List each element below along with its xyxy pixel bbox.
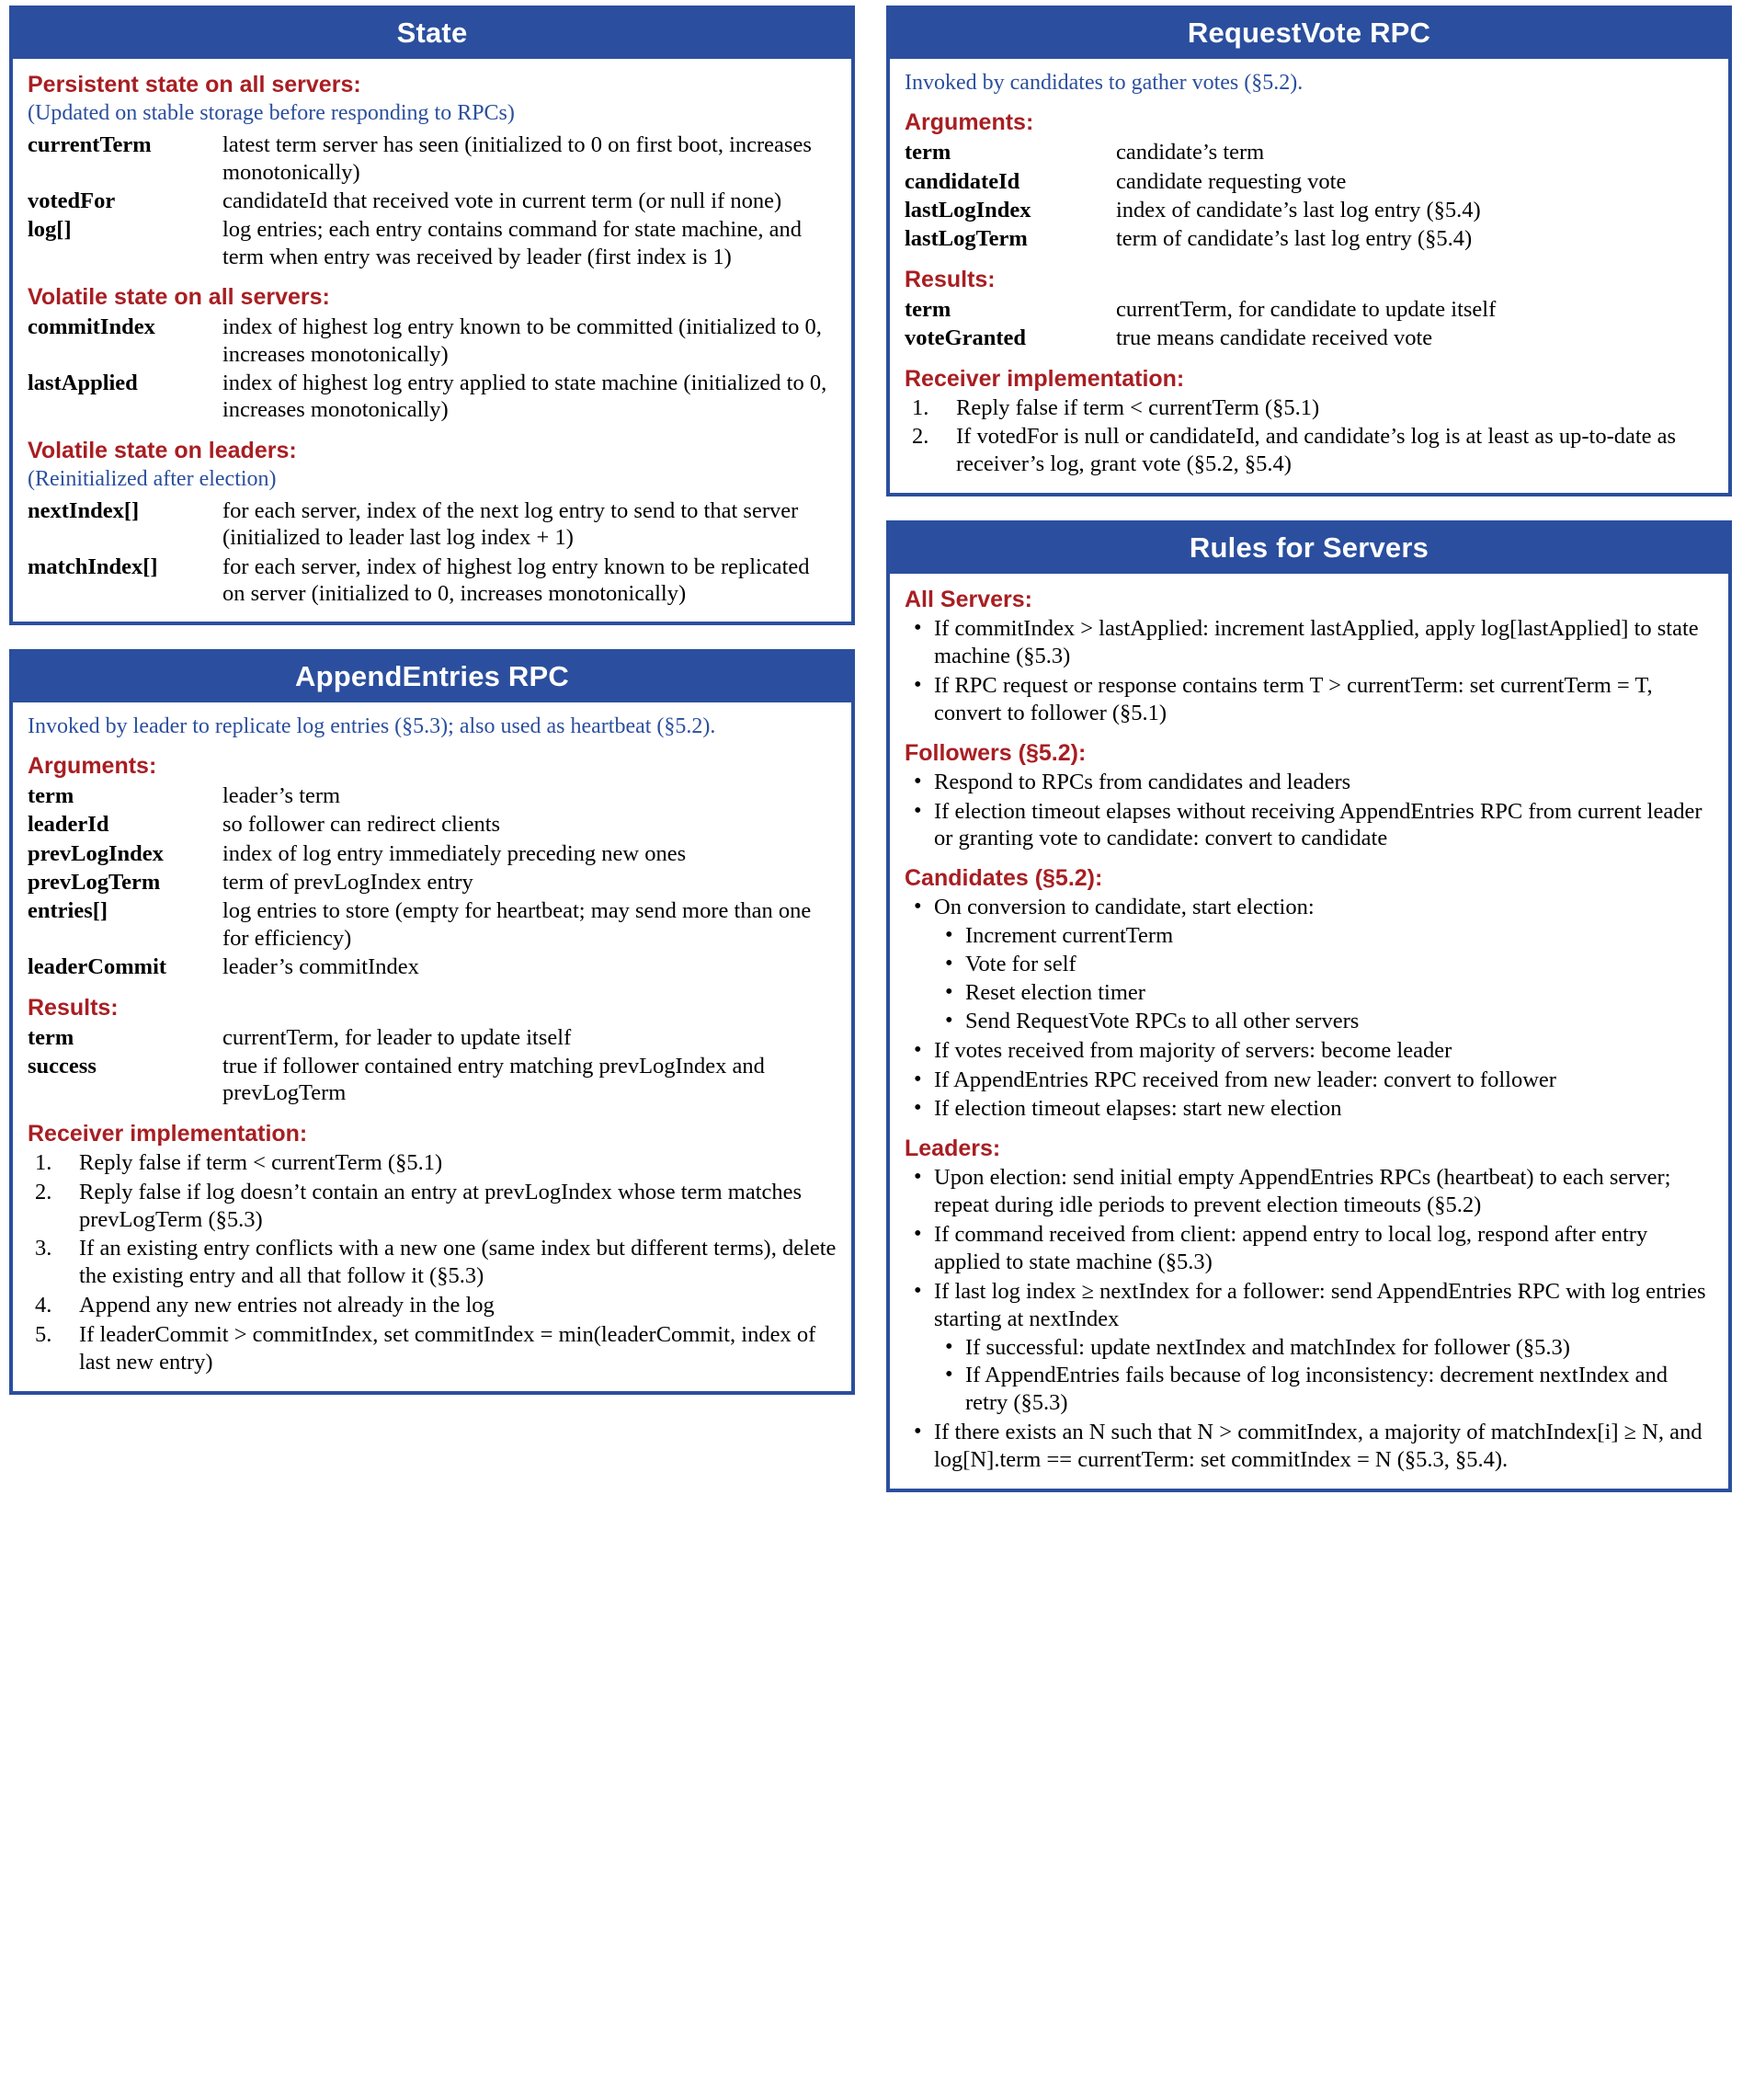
table-row (28, 896, 837, 953)
list-item (905, 1278, 1714, 1417)
table-row (28, 187, 837, 215)
state-persistent-table (28, 131, 837, 271)
append-entries-invoked: Invoked by leader to replicate log entries (§5.3); also used as heartbeat (§5.2). (28, 713, 716, 738)
term-desc: currentTerm, for leader to update itself (222, 1024, 572, 1050)
panel-state-title: State (13, 9, 851, 59)
append-entries-arguments-table (28, 782, 837, 982)
append-entries-results-head: Results: (28, 994, 119, 1021)
term-desc: latest term server has seen (initialized to 0 on first boot, increases monotonically) (222, 132, 812, 185)
rules-candidates-list (905, 894, 1714, 1123)
term-label: entries[] (28, 898, 108, 924)
panel-rules-title: Rules for Servers (890, 524, 1728, 574)
panel-request-vote-title: RequestVote RPC (890, 9, 1728, 59)
table-row (28, 131, 837, 187)
list-item: • If election timeout elapses without receiving AppendEntries RPC from current leader or granting vote to candidate: convert to candidate (905, 798, 1714, 853)
state-volatile-all-table (28, 313, 837, 425)
request-vote-arguments-head: Arguments: (905, 109, 1034, 136)
term-desc: index of highest log entry applied to state machine (initialized to 0, increases monotonically) (222, 371, 827, 423)
table-row (28, 313, 837, 369)
list-item: Reply false if term < currentTerm (§5.1) (956, 394, 1320, 420)
append-entries-receiver-list (28, 1149, 837, 1376)
list-item: • Send RequestVote RPCs to all other servers (934, 1008, 1714, 1035)
table-row (28, 369, 837, 425)
term-desc: term of prevLogIndex entry (222, 870, 473, 896)
term-label: matchIndex[] (28, 554, 158, 579)
table-row (28, 782, 837, 810)
list-item: Reply false if term < currentTerm (§5.1) (79, 1149, 443, 1175)
state-volatile-all-head: Volatile state on all servers: (28, 284, 330, 311)
term-label: success (28, 1054, 97, 1079)
list-item: • If RPC request or response contains term T > currentTerm: set currentTerm = T, convert to follower (§5.1) (905, 672, 1714, 727)
term-label: lastLogIndex (905, 198, 1031, 223)
term-desc: leader’s term (222, 782, 341, 808)
list-item-text: On conversion to candidate, start election: (934, 895, 1315, 920)
table-row (28, 553, 837, 609)
panel-append-entries-body (13, 702, 851, 1391)
term-desc: true if follower contained entry matching prevLogIndex and prevLogTerm (222, 1054, 765, 1106)
rules-leaders-list (905, 1164, 1714, 1474)
request-vote-results-head: Results: (905, 266, 996, 292)
list-item: • If successful: update nextIndex and matchIndex for follower (§5.3) (934, 1334, 1714, 1362)
term-label: voteGranted (905, 325, 1026, 351)
table-row (905, 167, 1714, 196)
list-item: If votedFor is null or candidateId, and candidate’s log is at least as up-to-date as receiver’s log, grant vote (§5.2, §5.4) (956, 424, 1677, 477)
state-persistent-head: Persistent state on all servers: (28, 72, 361, 97)
list-item: • Reset election timer (934, 979, 1714, 1007)
term-desc: candidate’s term (1116, 140, 1265, 165)
list-item: • Increment currentTerm (934, 922, 1714, 950)
right-column (886, 6, 1732, 2094)
rules-candidates-head: Candidates (§5.2): (905, 865, 1103, 892)
rules-leaders-head: Leaders: (905, 1136, 1001, 1162)
left-column (9, 6, 855, 2094)
term-desc: true means candidate received vote (1116, 325, 1433, 351)
term-label: term (28, 782, 74, 808)
state-volatile-leaders-note: (Reinitialized after election) (28, 466, 277, 491)
term-desc: log entries to store (empty for heartbeat; may send more than one for efficiency) (222, 898, 812, 951)
table-row (28, 215, 837, 271)
term-desc: for each server, index of the next log entry to send to that server (initialized to leader last log index + 1) (222, 498, 799, 551)
term-desc: currentTerm, for candidate to update itself (1116, 296, 1497, 322)
state-persistent-note: (Updated on stable storage before responding to RPCs) (28, 101, 515, 125)
term-label: votedFor (28, 188, 116, 214)
request-vote-receiver-list (905, 394, 1714, 479)
table-row (28, 1023, 837, 1052)
term-label: nextIndex[] (28, 498, 140, 524)
list-item: • Upon election: send initial empty AppendEntries RPCs (heartbeat) to each server; repeat during idle periods to prevent election timeouts (§5.2) (905, 1164, 1714, 1219)
list-item-text: If last log index ≥ nextIndex for a follower: send AppendEntries RPC with log entries starting at nextIndex (934, 1278, 1706, 1331)
term-label: leaderCommit (28, 954, 167, 980)
panel-state-body (13, 59, 851, 622)
list-item (905, 894, 1714, 1034)
request-vote-receiver-head: Receiver implementation: (905, 365, 1185, 392)
list-item: Append any new entries not already in the log (79, 1293, 495, 1318)
panel-rules-body (890, 574, 1728, 1489)
term-label: term (905, 140, 951, 165)
table-row (905, 224, 1714, 253)
rules-all-servers-list (905, 615, 1714, 727)
list-item: • If command received from client: append entry to local log, respond after entry applied to state machine (§5.3) (905, 1221, 1714, 1276)
append-entries-receiver-head: Receiver implementation: (28, 1120, 308, 1147)
table-row (28, 810, 837, 839)
list-item: Reply false if log doesn’t contain an entry at prevLogIndex whose term matches prevLogTerm (§5.3) (79, 1179, 803, 1232)
panel-append-entries (9, 649, 855, 1395)
table-row (28, 839, 837, 868)
list-item: • If votes received from majority of servers: become leader (905, 1037, 1714, 1065)
rules-followers-head: Followers (§5.2): (905, 739, 1087, 766)
term-desc: for each server, index of highest log entry known to be replicated on server (initialized to 0, increases monotonically) (222, 554, 810, 607)
append-entries-arguments-head: Arguments: (28, 752, 157, 779)
term-label: leaderId (28, 812, 109, 838)
term-desc: index of candidate’s last log entry (§5.4) (1116, 198, 1481, 223)
request-vote-results-table (905, 295, 1714, 353)
term-label: commitIndex (28, 314, 155, 340)
list-item: If an existing entry conflicts with a new one (same index but different terms), delete the existing entry and all that follow it (§5.3) (79, 1236, 837, 1289)
table-row (905, 138, 1714, 166)
rules-followers-list (905, 769, 1714, 853)
table-row (28, 496, 837, 553)
panel-rules-for-servers (886, 520, 1732, 1492)
term-desc: log entries; each entry contains command for state machine, and term when entry was received by leader (first index is 1) (222, 217, 802, 269)
term-label: term (28, 1024, 74, 1050)
term-label: candidateId (905, 168, 1020, 194)
panel-request-vote-body (890, 59, 1728, 493)
rules-leaders-sublist (934, 1334, 1714, 1418)
term-label: lastApplied (28, 371, 138, 395)
term-label: currentTerm (28, 132, 152, 158)
term-desc: term of candidate’s last log entry (§5.4) (1116, 226, 1473, 252)
term-desc: candidate requesting vote (1116, 168, 1347, 194)
list-item: • If there exists an N such that N > commitIndex, a majority of matchIndex[i] ≥ N, and log[N].term == currentTerm: set commitIndex = N (§5.3, §5.4). (905, 1419, 1714, 1474)
panel-append-entries-title: AppendEntries RPC (13, 653, 851, 702)
term-desc: leader’s commitIndex (222, 954, 419, 980)
term-label: prevLogTerm (28, 870, 161, 896)
term-desc: index of log entry immediately preceding new ones (222, 840, 687, 866)
list-item: • If commitIndex > lastApplied: increment lastApplied, apply log[lastApplied] to state machine (§5.3) (905, 615, 1714, 670)
table-row (28, 1052, 837, 1108)
term-desc: index of highest log entry known to be committed (initialized to 0, increases monotonically) (222, 314, 822, 367)
list-item: • If AppendEntries RPC received from new leader: convert to follower (905, 1067, 1714, 1094)
table-row (28, 868, 837, 896)
table-row (905, 196, 1714, 224)
request-vote-arguments-table (905, 138, 1714, 254)
term-label: prevLogIndex (28, 840, 164, 866)
rules-candidates-sublist (934, 922, 1714, 1035)
request-vote-invoked: Invoked by candidates to gather votes (§5.2). (905, 71, 1304, 95)
term-label: lastLogTerm (905, 226, 1028, 252)
table-row (905, 324, 1714, 352)
term-label: log[] (28, 217, 72, 243)
state-volatile-leaders-head: Volatile state on leaders: (28, 437, 297, 463)
list-item: • If election timeout elapses: start new election (905, 1095, 1714, 1123)
list-item: If leaderCommit > commitIndex, set commitIndex = min(leaderCommit, index of last new entry) (79, 1322, 816, 1375)
panel-state (9, 6, 855, 625)
list-item: • If AppendEntries fails because of log inconsistency: decrement nextIndex and retry (§5.3) (934, 1362, 1714, 1417)
table-row (28, 953, 837, 981)
term-label: term (905, 296, 951, 322)
list-item: • Vote for self (934, 951, 1714, 978)
list-item: • Respond to RPCs from candidates and leaders (905, 769, 1714, 796)
append-entries-results-table (28, 1023, 837, 1108)
rules-all-servers-head: All Servers: (905, 587, 1032, 613)
term-desc: so follower can redirect clients (222, 812, 501, 838)
term-desc: candidateId that received vote in current term (or null if none) (222, 188, 782, 214)
state-volatile-leaders-table (28, 496, 837, 609)
panel-request-vote (886, 6, 1732, 496)
table-row (905, 295, 1714, 324)
